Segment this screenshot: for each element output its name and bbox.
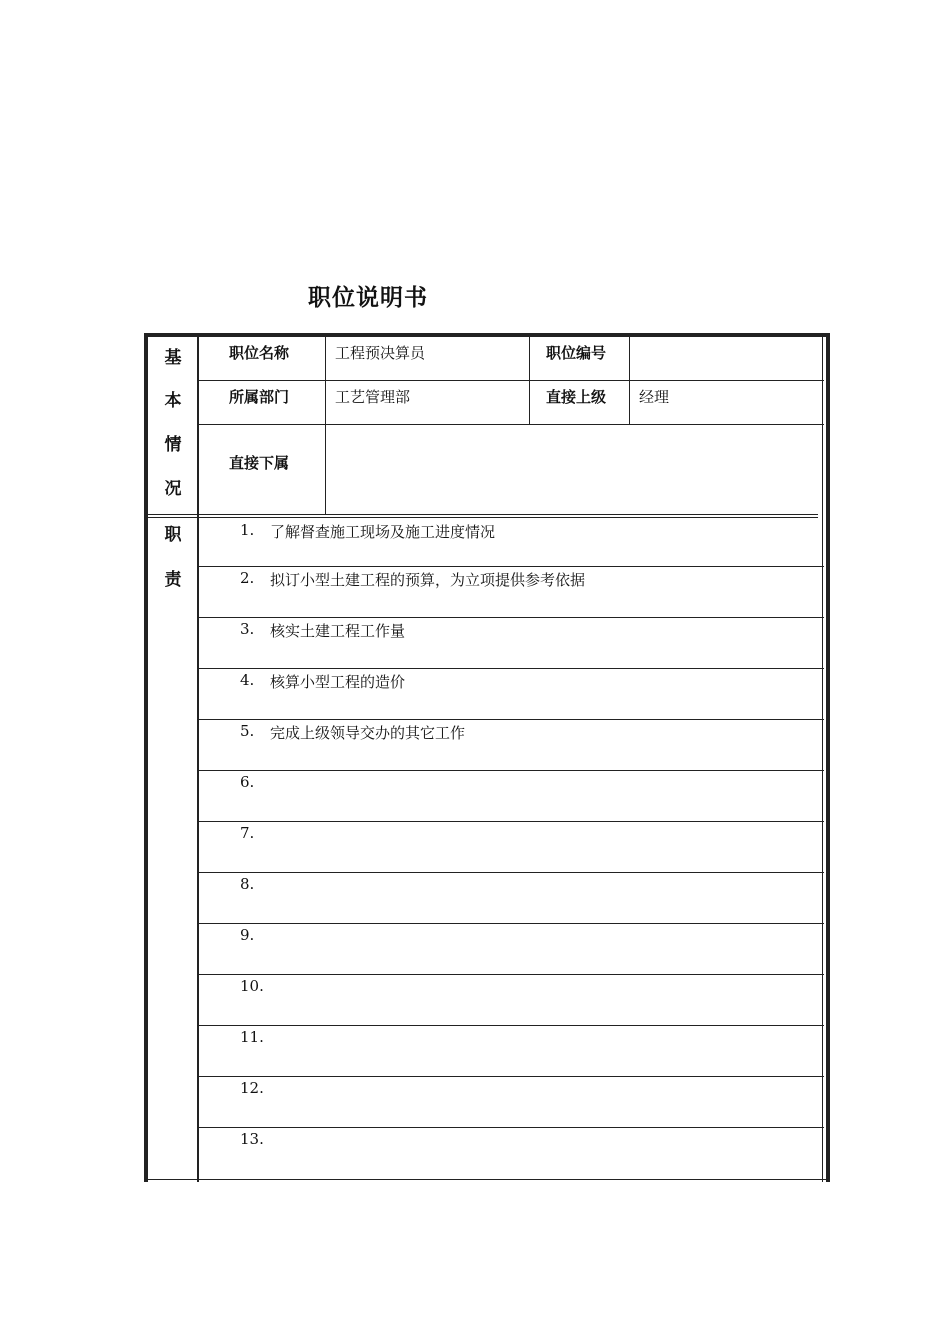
duty-row-divider xyxy=(199,719,824,720)
duty-row-divider xyxy=(199,1076,824,1077)
basic-info-row-divider-2 xyxy=(199,424,824,425)
inner-right-border xyxy=(822,337,823,1182)
duty-row-divider xyxy=(199,974,824,975)
duty-text: 拟订小型土建工程的预算，为立项提供参考依据 xyxy=(270,571,586,589)
duty-row-divider xyxy=(199,923,824,924)
duty-text: 核算小型工程的造价 xyxy=(270,673,406,691)
department-value: 工艺管理部 xyxy=(335,388,411,406)
duties-section-char: 职 xyxy=(164,525,182,545)
duty-row-divider xyxy=(199,872,824,873)
position-name-value: 工程预决算员 xyxy=(335,344,426,362)
document-title: 职位说明书 xyxy=(308,285,428,311)
duty-number: 11. xyxy=(240,1028,264,1046)
duty-row-divider xyxy=(199,566,824,567)
duty-row-divider xyxy=(199,668,824,669)
supervisor-label: 直接上级 xyxy=(546,388,607,406)
label2-column-divider xyxy=(629,337,630,425)
basic-section-char: 本 xyxy=(164,391,182,411)
duty-number: 8. xyxy=(240,875,255,893)
department-label: 所属部门 xyxy=(229,388,290,406)
duty-number: 4. xyxy=(240,671,255,689)
duty-text: 了解督查施工现场及施工进度情况 xyxy=(270,523,496,541)
section-divider-bottom xyxy=(148,517,818,518)
duty-number: 12. xyxy=(240,1079,264,1097)
position-code-label: 职位编号 xyxy=(546,344,607,362)
duty-row-divider xyxy=(199,1025,824,1026)
duty-number: 13. xyxy=(240,1130,264,1148)
duty-number: 1. xyxy=(240,521,255,539)
duty-row-divider xyxy=(199,617,824,618)
basic-section-char: 况 xyxy=(164,479,182,499)
duty-text: 完成上级领导交办的其它工作 xyxy=(270,724,466,742)
duty-number: 9. xyxy=(240,926,255,944)
value-column-divider xyxy=(529,337,530,425)
basic-section-char: 基 xyxy=(164,348,182,368)
duty-row-divider xyxy=(199,821,824,822)
duty-row-divider xyxy=(199,1127,824,1128)
duty-row-divider xyxy=(199,770,824,771)
section-column-divider xyxy=(197,337,199,1182)
label-column-divider xyxy=(325,337,326,515)
position-name-label: 职位名称 xyxy=(229,344,290,362)
supervisor-value: 经理 xyxy=(639,388,670,406)
duty-number: 7. xyxy=(240,824,255,842)
duty-number: 2. xyxy=(240,569,255,587)
basic-info-row-divider-1 xyxy=(199,380,824,381)
table-bottom-border xyxy=(148,1179,826,1180)
duty-number: 6. xyxy=(240,773,255,791)
duty-number: 3. xyxy=(240,620,255,638)
subordinates-label: 直接下属 xyxy=(229,454,290,472)
duty-number: 10. xyxy=(240,977,264,995)
basic-section-char: 情 xyxy=(164,435,182,455)
duties-section-char: 责 xyxy=(164,570,182,590)
duty-text: 核实土建工程工作量 xyxy=(270,622,406,640)
duty-number: 5. xyxy=(240,722,255,740)
section-divider-top xyxy=(148,514,818,515)
